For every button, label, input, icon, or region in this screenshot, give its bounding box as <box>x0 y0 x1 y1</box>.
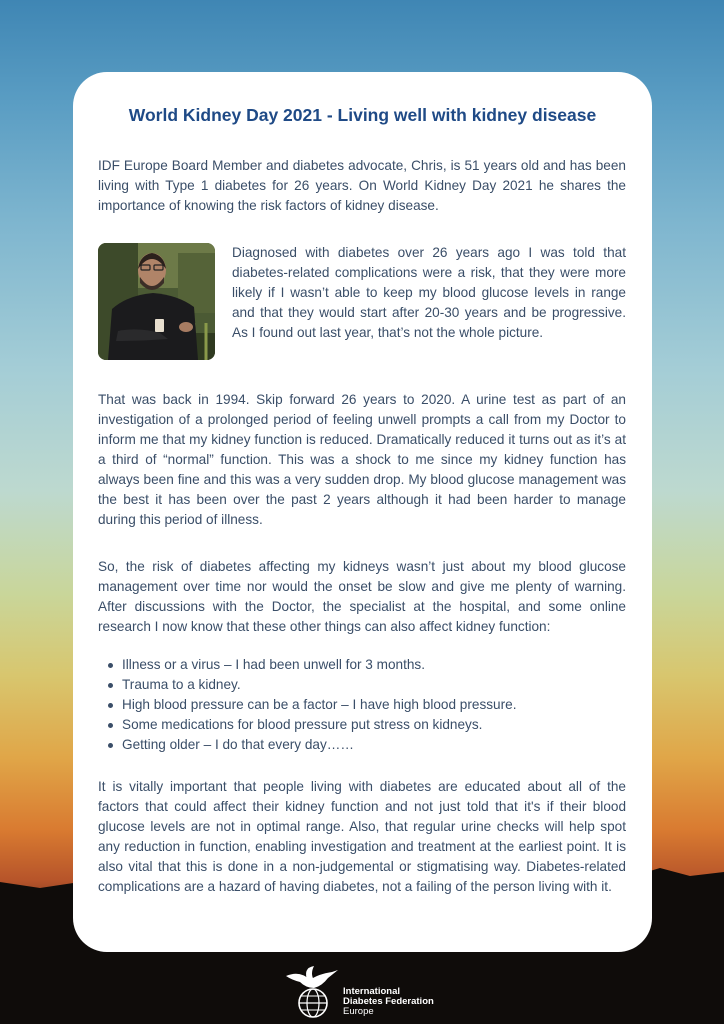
article-title: World Kidney Day 2021 - Living well with kidney disease <box>128 105 597 125</box>
conclusion-paragraph: It is vitally important that people living with diabetes are educated about all of the factors that could affect their kidney function and not just told that it's if their blood glucose levels are not in optimal range. Also, that regular urine checks will help spot any reduction in function, enabling investigation and treatment at the earliest point. It is also vital that this is done in a non-judgemental or stigmatising way. Diabetes-related complications are a hazard of having diabetes, not a failing of the person living with it. <box>98 779 626 894</box>
risk-factor-list <box>98 655 626 755</box>
list-item: Illness or a virus – I had been unwell for 3 months. <box>98 655 626 675</box>
logo-text-line2: Diabetes Federation <box>343 996 434 1007</box>
intro-paragraph: IDF Europe Board Member and diabetes advocate, Chris, is 51 years old and has been living with Type 1 diabetes for 26 years. On World Kidney Day 2021 he shares the importance of knowing the risk factors of kidney disease. <box>98 158 626 213</box>
article-card <box>73 72 652 952</box>
list-item: Some medications for blood pressure put stress on kidneys. <box>98 715 626 735</box>
logo-text-line1: International <box>343 986 401 997</box>
story-paragraph-2: That was back in 1994. Skip forward 26 years to 2020. A urine test as part of an investigation of a prolonged period of feeling unwell prompts a call from my Doctor to inform me that my kidney function is reduced. Dramatically reduced it turns out as it’s at a third of “normal” function. This was a shock to me since my kidney function has always been fine and this was a very sudden drop. My blood glucose management was the best it has been over the past 2 years although it had been harder to manage during this period of illness. <box>98 392 626 527</box>
list-item: Trauma to a kidney. <box>98 675 626 695</box>
hummingbird-globe-icon <box>284 966 340 1020</box>
logo-text-line3: Europe <box>343 1006 374 1017</box>
idf-europe-logo[interactable] <box>284 966 444 1020</box>
list-item: High blood pressure can be a factor – I have high blood pressure. <box>98 695 626 715</box>
photo-side-paragraph: Diagnosed with diabetes over 26 years ago I was told that diabetes-related complications were a risk, that they were more likely if I wasn’t able to keep my blood glucose levels in range and that they would start after 20-30 years and be progressive. As I found out last year, that’s not the whole picture. <box>232 245 626 340</box>
list-item: Getting older – I do that every day…… <box>98 735 626 755</box>
author-photo <box>98 243 215 360</box>
story-paragraph-3: So, the risk of diabetes affecting my kidneys wasn’t just about my blood glucose management over time nor would the onset be slow and give me plenty of warning. After discussions with the Doctor, the specialist at the hospital, and some online research I now know that these other things can also affect kidney function: <box>98 559 626 634</box>
